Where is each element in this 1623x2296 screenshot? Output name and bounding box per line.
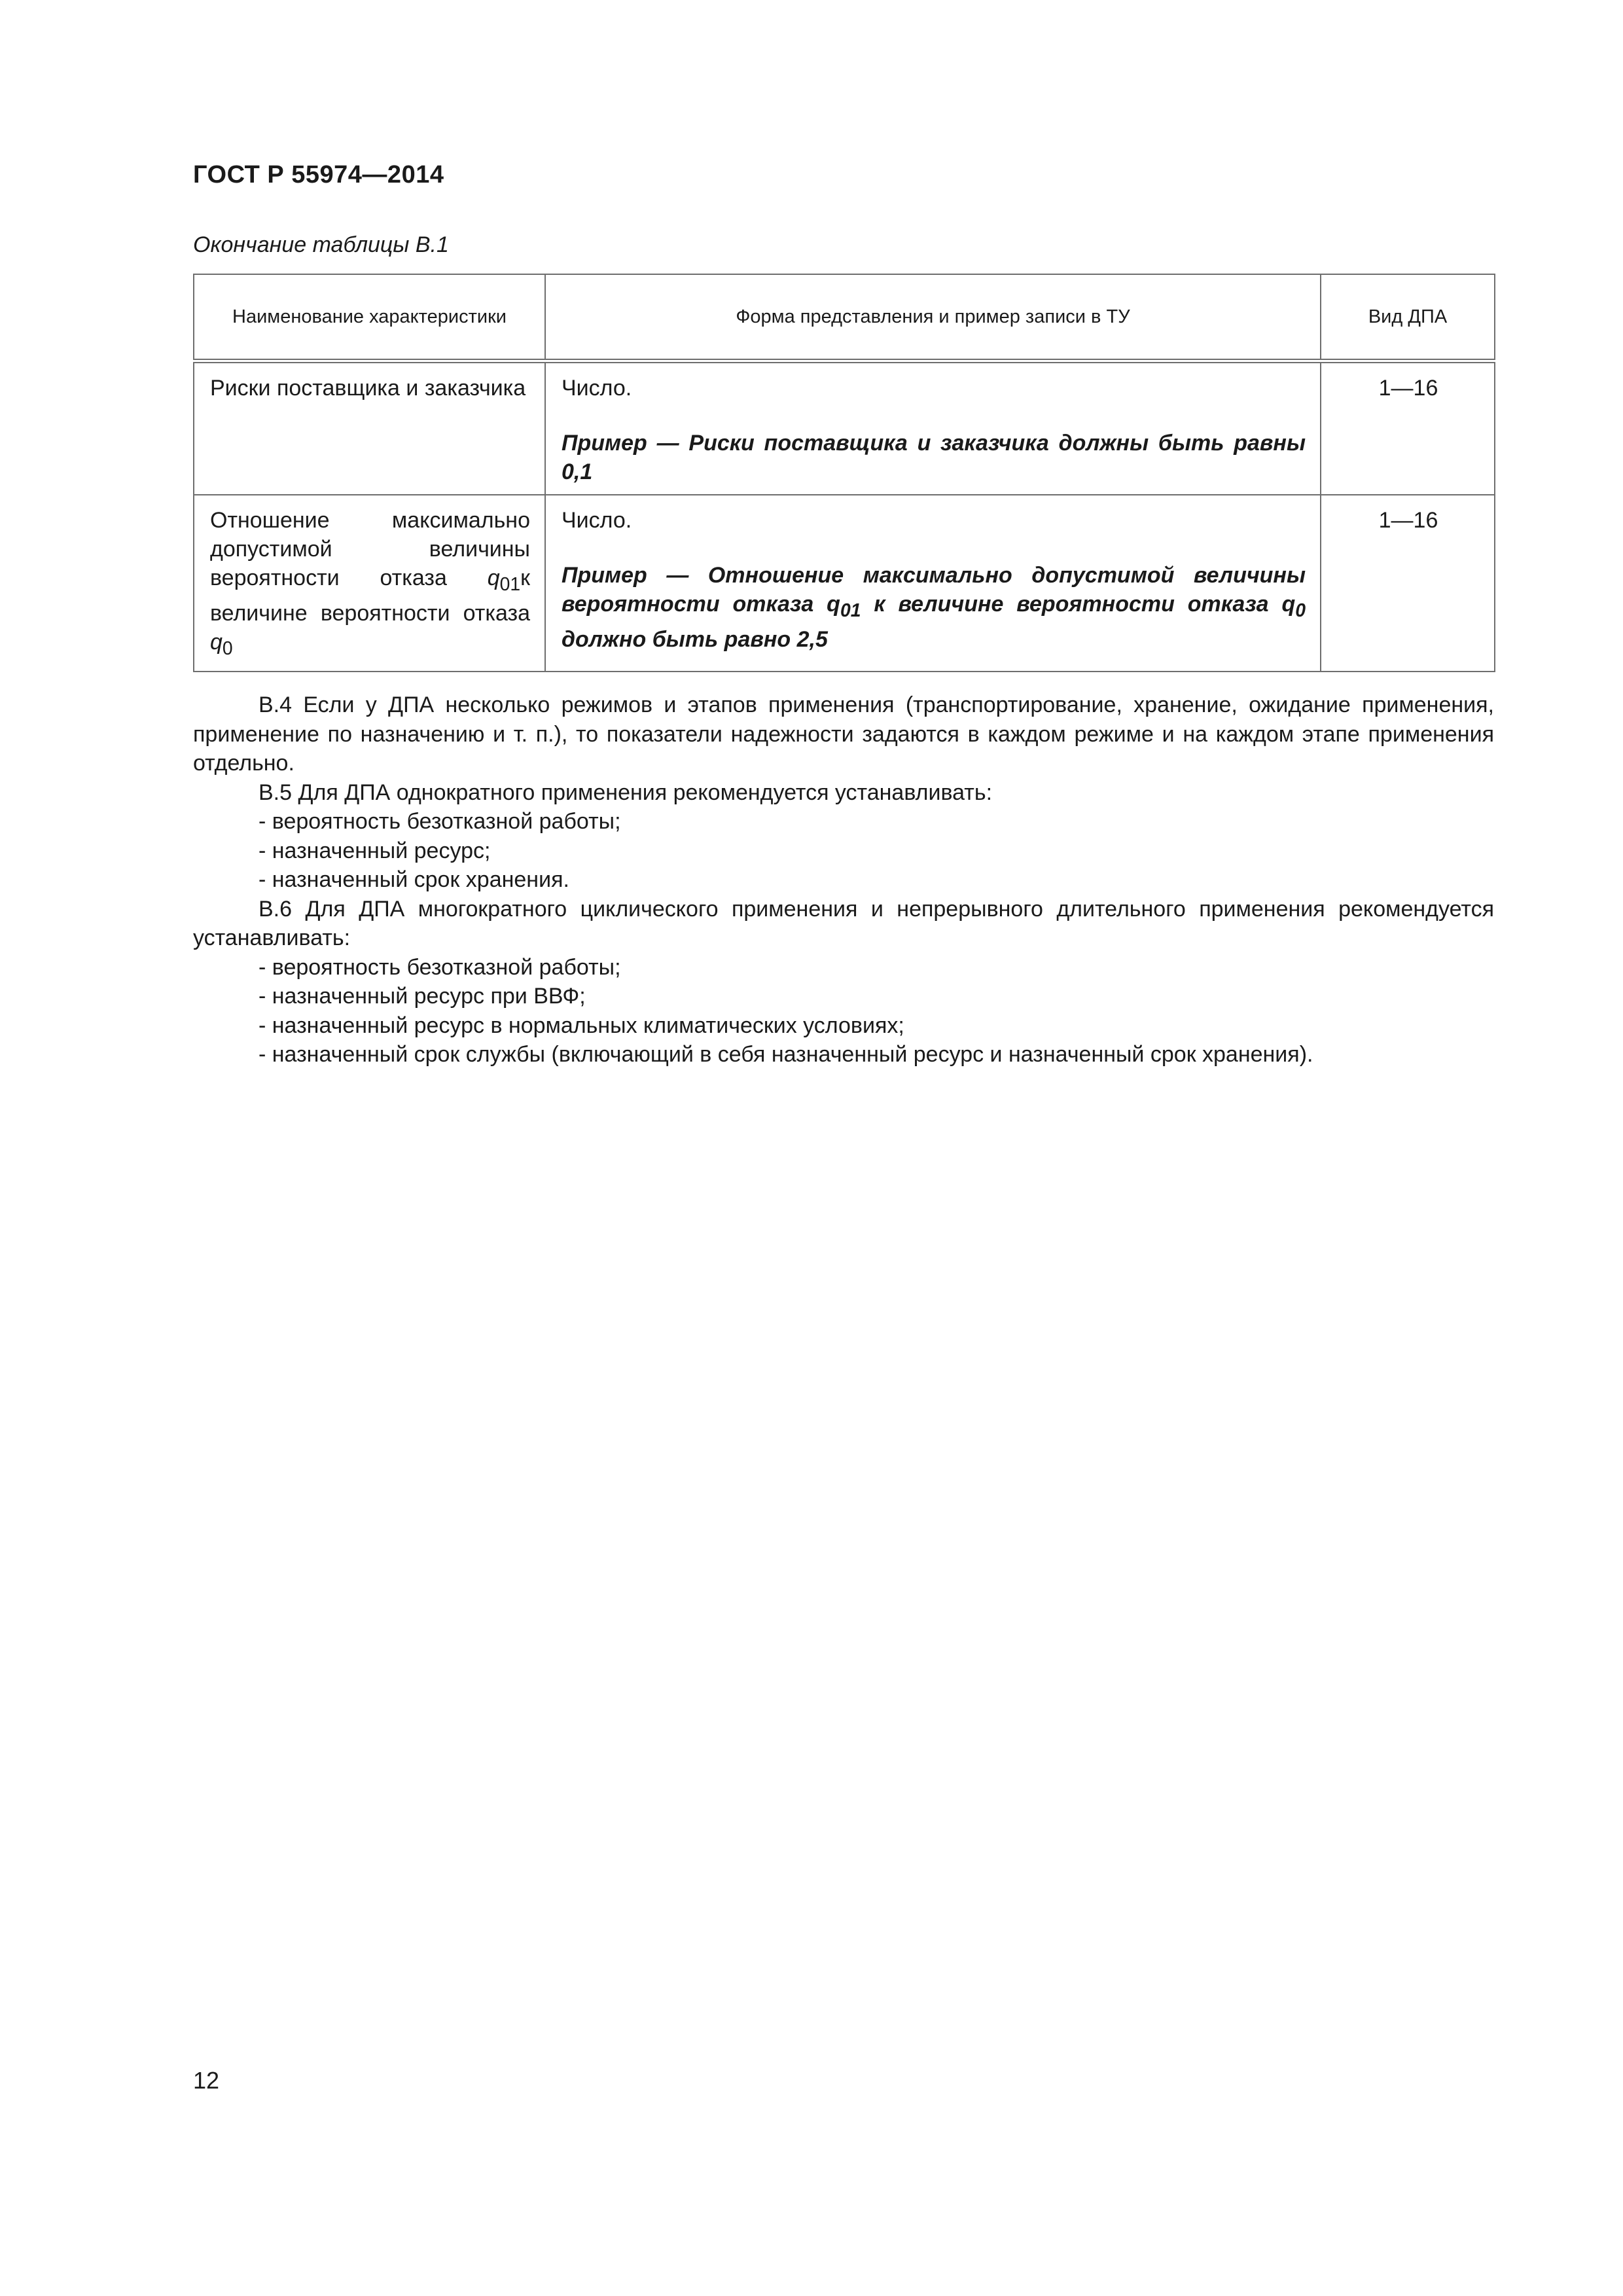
list-item: - назначенный срок службы (включающий в себя назначенный ресурс и назначенный срок хранения). [259, 1042, 1313, 1067]
list-item: - назначенный ресурс при ВВФ; [259, 984, 586, 1009]
subscript: 01 [499, 573, 521, 595]
document-code: ГОСТ Р 55974—2014 [193, 161, 444, 188]
name-text: к величине вероятности отказа [210, 565, 530, 626]
example-text: Пример — Риски поставщика и заказчика должны быть равны 0,1 [562, 431, 1306, 484]
list-item: - вероятность безотказной работы; [259, 954, 621, 980]
form-cell [545, 361, 1321, 495]
example-part: Пример — Отношение максимально допустимой величины вероятности отказа [562, 563, 1306, 617]
table-header-row [194, 274, 1495, 361]
form-label: Число. [562, 508, 632, 533]
table-row [194, 361, 1495, 495]
example-text [562, 561, 1306, 654]
page-number: 12 [193, 2067, 220, 2094]
column-header-kind: Вид ДПА [1321, 274, 1495, 361]
form-label: Число. [562, 376, 632, 401]
list-item: - назначенный ресурс; [259, 838, 491, 863]
list-item: - назначенный срок хранения. [259, 867, 569, 892]
variable-q: q [1281, 592, 1296, 617]
column-header-form: Форма представления и пример записи в ТУ [545, 274, 1321, 361]
subscript: 0 [222, 637, 233, 659]
dpa-kind: 1—16 [1321, 361, 1495, 495]
table-row [194, 495, 1495, 672]
paragraph-b5: В.5 Для ДПА однократного применения рекомендуется устанавливать: [259, 780, 993, 805]
variable-q: q [210, 629, 223, 655]
list-item: - назначенный ресурс в нормальных климатических условиях; [259, 1013, 904, 1038]
specification-table [193, 274, 1495, 672]
example-part: к величине вероятности отказа [861, 592, 1282, 617]
paragraph-b6: В.6 Для ДПА многократного циклического применения и непрерывного длительного применения рекомендуется устанавливать: [193, 896, 1494, 950]
dpa-kind: 1—16 [1321, 495, 1495, 672]
subscript: 01 [840, 600, 861, 621]
body-text [193, 691, 1494, 1069]
name-text: Отношение максимально допустимой величины вероятности отказа [210, 508, 530, 590]
variable-q: q [487, 565, 500, 590]
list-item: - вероятность безотказной работы; [259, 809, 621, 834]
characteristic-name: Риски поставщика и заказчика [194, 361, 545, 495]
example-part: должно быть равно 2,5 [562, 626, 828, 652]
column-header-name: Наименование характеристики [194, 274, 545, 361]
characteristic-name [194, 495, 545, 672]
table-caption: Окончание таблицы В.1 [193, 232, 449, 257]
form-cell [545, 495, 1321, 672]
paragraph-b4: В.4 Если у ДПА несколько режимов и этапов применения (транспортирование, хранение, ожидание применения, применение по назначению и т. п.), то показатели надежности задаются в каждом режиме и на каждом этапе применения отдельно. [193, 692, 1494, 776]
subscript: 0 [1295, 600, 1306, 621]
variable-q: q [827, 592, 840, 617]
